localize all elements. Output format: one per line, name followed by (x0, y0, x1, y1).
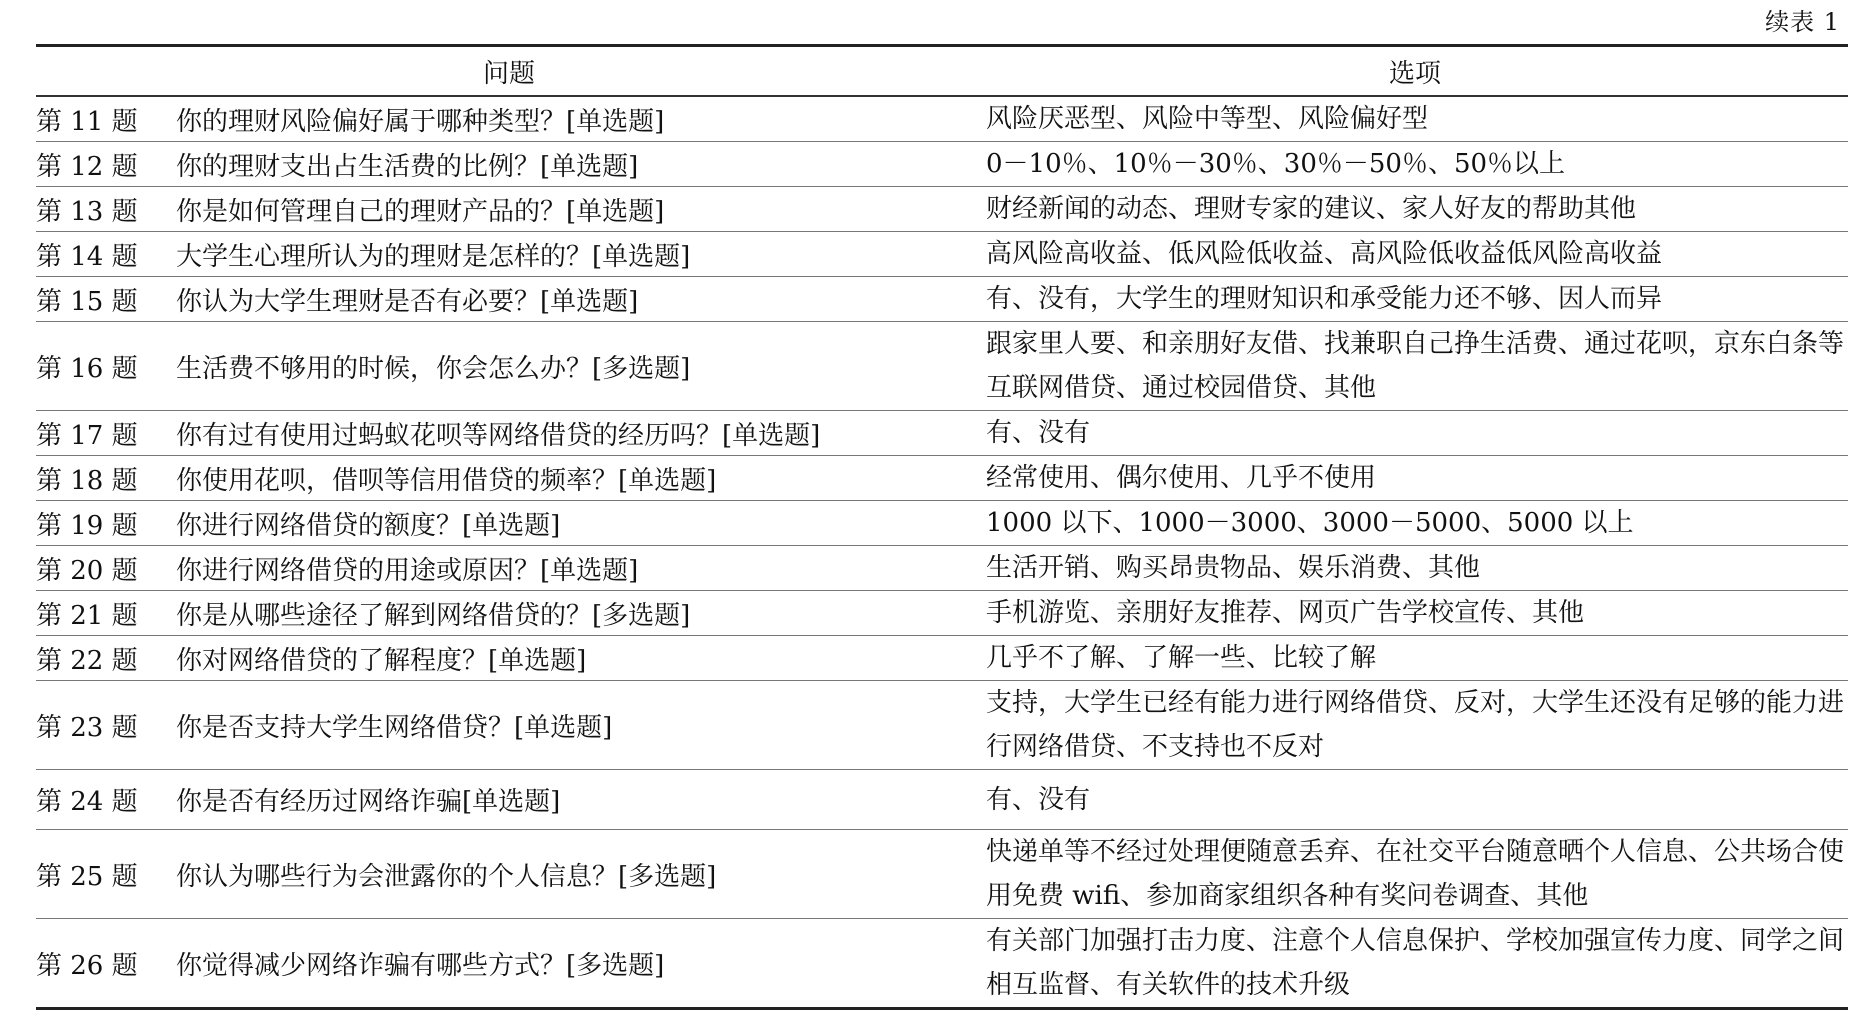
question-number: 第 20 题 (36, 546, 170, 591)
question-text: 生活费不够用的时候，你会怎么办？[多选题] (170, 322, 982, 411)
header-options: 选项 (982, 46, 1848, 97)
table-row (36, 770, 1848, 830)
question-number: 第 19 题 (36, 501, 170, 546)
question-text: 你是如何管理自己的理财产品的？[单选题] (170, 187, 982, 232)
question-text: 你的理财支出占生活费的比例？[单选题] (170, 142, 982, 187)
question-options: 有、没有 (982, 770, 1848, 830)
table-row (36, 591, 1848, 636)
question-options: 有关部门加强打击力度、注意个人信息保护、学校加强宣传力度、同学之间相互监督、有关软件的技术升级 (986, 926, 1845, 1000)
table-row (36, 142, 1848, 187)
question-options: 有、没有，大学生的理财知识和承受能力还不够、因人而异 (982, 277, 1848, 322)
question-options: 几乎不了解、了解一些、比较了解 (982, 636, 1848, 681)
question-options: 高风险高收益、低风险低收益、高风险低收益低风险高收益 (982, 232, 1848, 277)
question-text: 你是否有经历过网络诈骗[单选题] (170, 770, 982, 830)
question-text: 你进行网络借贷的额度？[单选题] (170, 501, 982, 546)
header-question: 问题 (36, 46, 982, 97)
question-text: 大学生心理所认为的理财是怎样的？[单选题] (170, 232, 982, 277)
question-number: 第 12 题 (36, 142, 170, 187)
question-number: 第 26 题 (36, 950, 138, 981)
table-row (36, 277, 1848, 322)
question-number: 第 24 题 (36, 770, 170, 830)
question-options: 手机游览、亲朋好友推荐、网页广告学校宣传、其他 (982, 591, 1848, 636)
question-number: 第 15 题 (36, 277, 170, 322)
table-row (36, 636, 1848, 681)
question-text: 你是否支持大学生网络借贷？[单选题] (170, 681, 982, 770)
question-options: 支持，大学生已经有能力进行网络借贷、反对，大学生还没有足够的能力进行网络借贷、不支持也不反对 (982, 681, 1848, 770)
question-options: 经常使用、偶尔使用、几乎不使用 (982, 456, 1848, 501)
table-row (36, 501, 1848, 546)
question-number: 第 18 题 (36, 456, 170, 501)
table-row (36, 411, 1848, 456)
question-text: 你认为大学生理财是否有必要？[单选题] (170, 277, 982, 322)
question-options: 1000 以下、1000－3000、3000－5000、5000 以上 (982, 501, 1848, 546)
question-number: 第 16 题 (36, 322, 170, 411)
question-options: 财经新闻的动态、理财专家的建议、家人好友的帮助其他 (982, 187, 1848, 232)
table-row (36, 232, 1848, 277)
question-text: 你有过有使用过蚂蚁花呗等网络借贷的经历吗？[单选题] (170, 411, 982, 456)
question-options: 0－10％、10％－30％、30％－50％、50％以上 (982, 142, 1848, 187)
question-number: 第 23 题 (36, 681, 170, 770)
table-row (36, 96, 1848, 142)
table-row (36, 681, 1848, 770)
question-number: 第 11 题 (36, 96, 170, 142)
question-options: 跟家里人要、和亲朋好友借、找兼职自己挣生活费、通过花呗，京东白条等互联网借贷、通过校园借贷、其他 (982, 322, 1848, 411)
table-row (36, 456, 1848, 501)
question-text: 你觉得减少网络诈骗有哪些方式？[多选题] (176, 950, 665, 981)
table-row (36, 919, 1848, 1009)
question-number: 第 17 题 (36, 411, 170, 456)
table-row (36, 322, 1848, 411)
question-options: 风险厌恶型、风险中等型、风险偏好型 (982, 96, 1848, 142)
table-header-row (36, 46, 1848, 97)
question-text: 你对网络借贷的了解程度？[单选题] (170, 636, 982, 681)
question-number: 第 21 题 (36, 591, 170, 636)
question-text: 你是从哪些途径了解到网络借贷的？[多选题] (170, 591, 982, 636)
question-number: 第 14 题 (36, 232, 170, 277)
question-text: 你使用花呗，借呗等信用借贷的频率？[单选题] (170, 456, 982, 501)
table-row (36, 187, 1848, 232)
question-options: 生活开销、购买昂贵物品、娱乐消费、其他 (982, 546, 1848, 591)
question-number: 第 25 题 (36, 830, 170, 919)
question-options: 有、没有 (982, 411, 1848, 456)
table-row (36, 830, 1848, 919)
question-text: 你的理财风险偏好属于哪种类型？[单选题] (170, 96, 982, 142)
table-row (36, 546, 1848, 591)
question-number: 第 22 题 (36, 636, 170, 681)
question-options: 快递单等不经过处理便随意丢弃、在社交平台随意晒个人信息、公共场合使用免费 wifi、参加商家组织各种有奖问卷调查、其他 (982, 830, 1848, 919)
question-text: 你进行网络借贷的用途或原因？[单选题] (170, 546, 982, 591)
question-text: 你认为哪些行为会泄露你的个人信息？[多选题] (170, 830, 982, 919)
question-number: 第 13 题 (36, 187, 170, 232)
table-caption: 续表 1 (1765, 8, 1840, 36)
survey-table (36, 44, 1848, 1010)
